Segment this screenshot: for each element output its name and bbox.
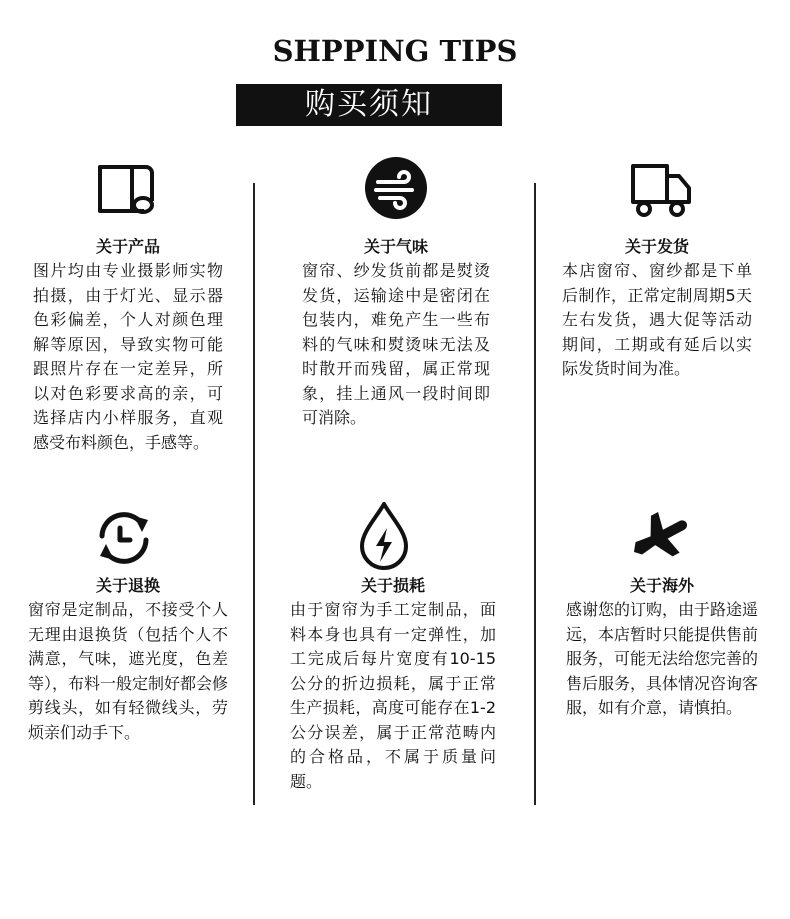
column-divider-left (253, 183, 255, 805)
section-body: 窗帘是定制品，不接受个人无理由退换货（包括个人不满意，气味，遮光度，色差等），布料一般定制好都会修剪线头，如有轻微线头，劳烦亲们动手下。 (28, 600, 229, 742)
section-body: 窗帘、纱发货前都是熨烫发货，运输途中是密闭在包装内，难免产生一些布料的气味和熨烫味无法及时散开而残留，属正常现象，挂上通风一段时间即可消除。 (302, 261, 490, 427)
title-banner: 购买须知 (236, 84, 502, 126)
section-product (33, 235, 223, 455)
product-roll-icon (97, 161, 155, 217)
section-body: 感谢您的订购，由于路途遥远，本店暂时只能提供售前服务，可能无法给您完善的售后服务，具体情况咨询客服，如有介意，请慎拍。 (566, 600, 759, 717)
airplane-icon (626, 508, 694, 566)
section-body: 由于窗帘为手工定制品，面料本身也具有一定弹性，加工完成后每片宽度有10-15公分的折边损耗，属于正常生产损耗，高度可能存在1-2公分误差，属于正常范畴内的合格品，不属于质量问题。 (290, 600, 496, 791)
section-loss (290, 574, 496, 794)
section-smell (302, 235, 490, 431)
section-heading: 关于海外 (629, 576, 694, 595)
section-returns (28, 574, 228, 745)
section-shipping (562, 235, 752, 382)
column-divider-right (534, 183, 536, 805)
page-title: SHPPING TIPS (272, 34, 518, 68)
section-heading: 关于气味 (363, 237, 428, 256)
section-overseas (566, 574, 758, 721)
refresh-clock-icon (94, 508, 154, 568)
drop-lightning-icon (358, 500, 410, 572)
section-heading: 关于损耗 (360, 576, 425, 595)
section-heading: 关于发货 (624, 237, 689, 256)
section-heading: 关于退换 (95, 576, 160, 595)
section-body: 本店窗帘、窗纱都是下单后制作，正常定制周期5天左右发货，遇大促等活动期间，工期或有延后以实际发货时间为准。 (562, 261, 752, 378)
section-body: 图片均由专业摄影师实物拍摄，由于灯光、显示器色彩偏差，个人对颜色理解等原因，导致实物可能跟照片存在一定差异，所以对色彩要求高的亲，可选择店内小样服务，直观感受布料颜色，手感等。 (33, 261, 223, 452)
smell-wind-icon (364, 156, 428, 220)
section-heading: 关于产品 (95, 237, 160, 256)
delivery-truck-icon (630, 162, 692, 220)
